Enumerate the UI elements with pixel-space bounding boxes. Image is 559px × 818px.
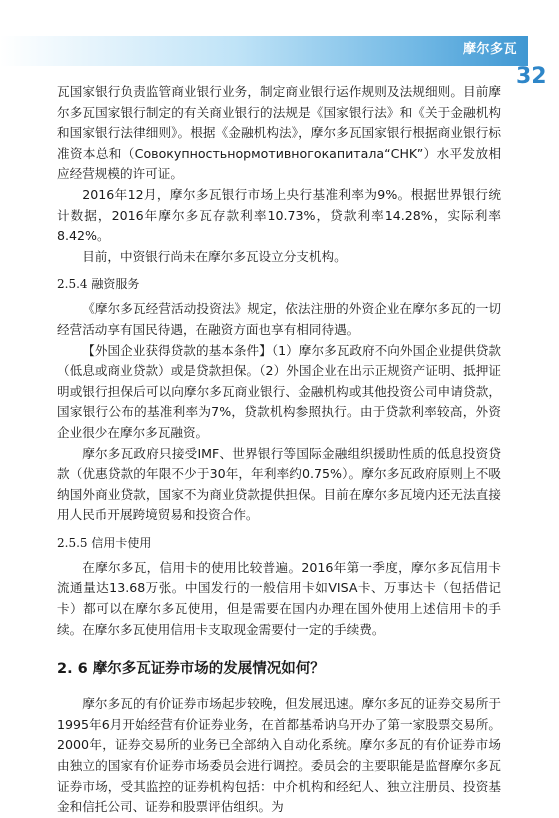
- header-bar: [0, 36, 528, 66]
- paragraph-bank-regulation: 瓦国家银行负责监管商业银行业务，制定商业银行运作规则及法规细则。目前摩尔多瓦国家银行制定的有关商业银行的法规是《国家银行法》和《关于金融机构和国家银行法律细则》。根据《金融机构法》，摩尔多瓦国家银行根据商业银行标准资本总和（Совокупностьнормотивногокапитала“CHK”）水平发放相应经营规模的许可证。: [57, 84, 501, 182]
- page-body: [57, 82, 501, 818]
- paragraph-chinese-banks: 目前，中资银行尚未在摩尔多瓦设立分支机构。: [82, 248, 347, 264]
- paragraph-securities-market: 摩尔多瓦的有价证券市场起步较晚，但发展迅速。摩尔多瓦的证券交易所于1995年6月开始经营有价证券业务，在首都基希讷乌开办了第一家股票交易所。2000年，证券交易所的业务已全部纳入自动化系统。摩尔多瓦的有价证券市场由独立的国家有价证券市场委员会进行调控。委员会的主要职能是监督摩尔多瓦证券市场，受其监控的证券机构包括：中介机构和经纪人、独立注册员、投资基金和信托公司、证券和股票评估组织。为: [57, 696, 501, 815]
- paragraph-international-loans: 摩尔多瓦政府只接受IMF、世界银行等国际金融组织援助性质的低息投资贷款（优惠贷款的年限不少于30年，年利率约0.75%）。摩尔多瓦政府原则上不吸纳国外商业贷款，国家不为商业贷款提供担保。目前在摩尔多瓦境内还无法直接用人民币开展跨境贸易和投资合作。: [57, 445, 501, 523]
- page-number: 32: [516, 64, 547, 89]
- paragraph-credit-card-usage: 在摩尔多瓦，信用卡的使用比较普遍。2016年第一季度，摩尔多瓦信用卡流通量达13.68万张。中国发行的一般信用卡如VISA卡、万事达卡（包括借记卡）都可以在摩尔多瓦使用，但是需要在国内办理在国外使用上述信用卡的手续。在摩尔多瓦使用信用卡支取现金需要付一定的手续费。: [57, 559, 501, 637]
- subheading-credit-cards: 2.5.5 信用卡使用: [57, 535, 152, 550]
- paragraph-interest-rates: 2016年12月，摩尔多瓦银行市场上央行基准利率为9%。根据世界银行统计数据，2016年摩尔多瓦存款利率10.73%，贷款利率14.28%，实际利率8.42%。: [57, 186, 501, 244]
- section-title-securities-market: 2. 6 摩尔多瓦证券市场的发展情况如何？: [57, 661, 325, 678]
- paragraph-loan-conditions: 【外国企业获得贷款的基本条件】（1）摩尔多瓦政府不向外国企业提供贷款（低息或商业贷款）或是贷款担保。（2）外国企业在出示正规资产证明、抵押证明或银行担保后可以向摩尔多瓦商业银行、金融机构或其他投资公司申请贷款，国家银行公布的基准利率为7%，贷款机构参照执行。由于贷款利率较高，外资企业很少在摩尔多瓦融资。: [57, 342, 501, 440]
- header-title: 摩尔多瓦: [462, 42, 517, 57]
- subheading-financing-services: 2.5.4 融资服务: [57, 277, 140, 292]
- paragraph-investment-law: 《摩尔多瓦经营活动投资法》规定，依法注册的外资企业在摩尔多瓦的一切经营活动享有国民待遇，在融资方面也享有相同待遇。: [57, 301, 501, 337]
